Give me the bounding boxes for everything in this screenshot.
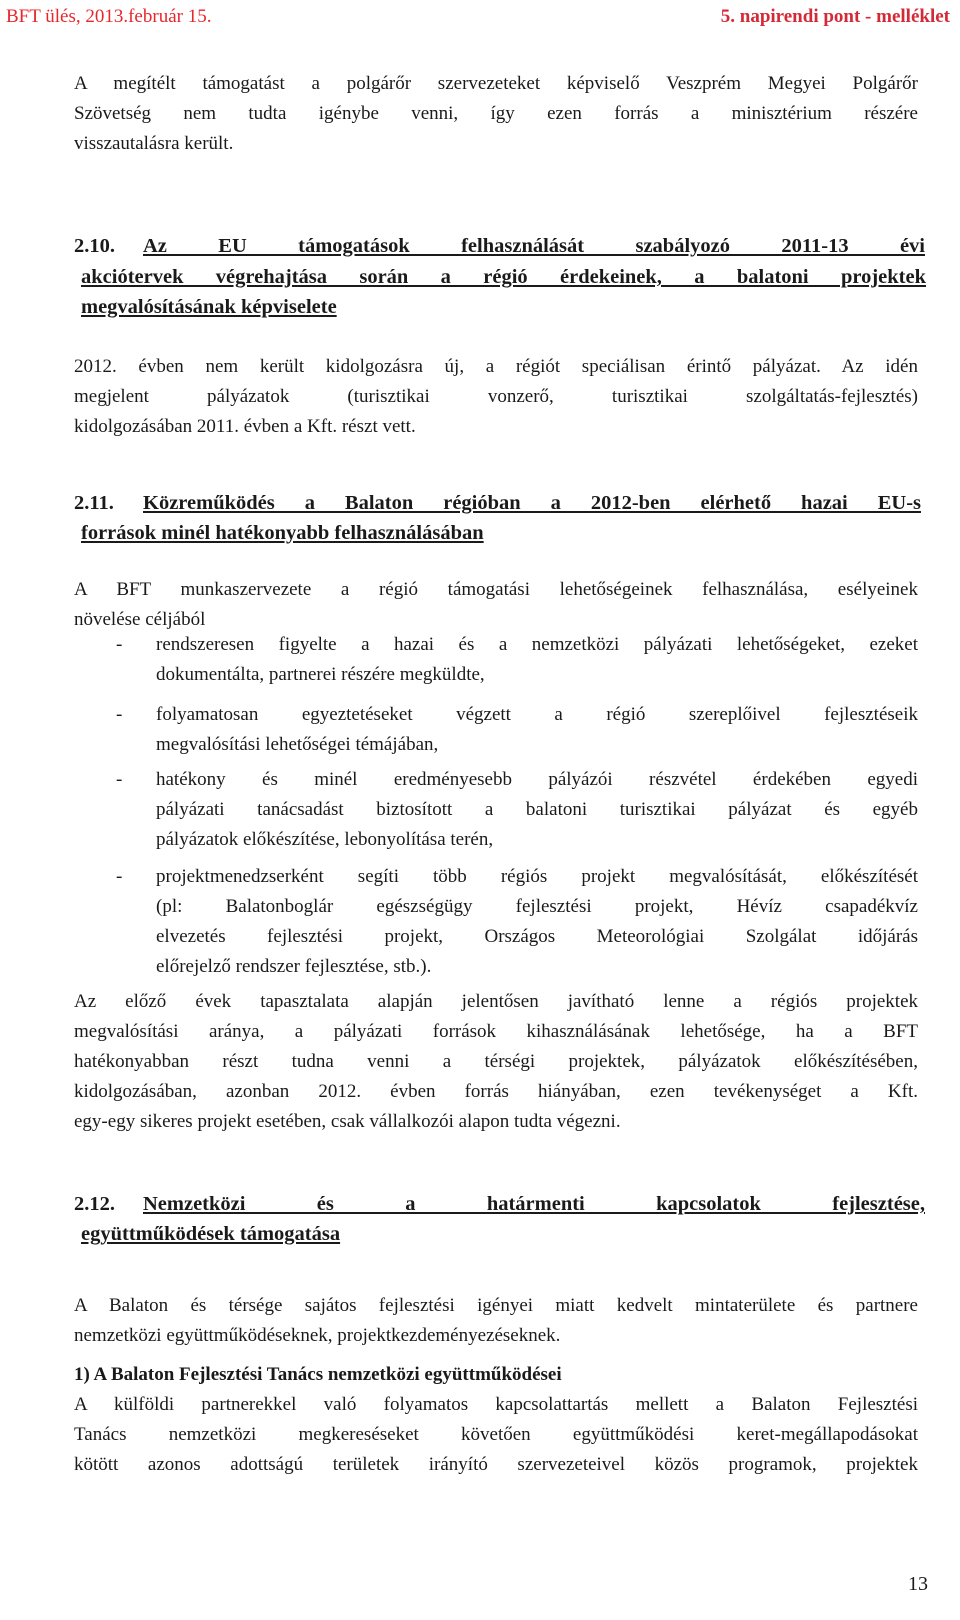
bullet-dash: - [116,769,123,790]
section-title-line: együttműködések támogatása [81,1223,341,1245]
text-line: Az előző évek tapasztalata alapján jelentősen javítható lenne a régiós projektek [74,991,918,1012]
text-line: hatékonyabban részt tudna venni a térségi projektek, pályázatok előkészítésében, [74,1051,918,1072]
text-line: hatékony és minél eredményesebb pályázói részvétel érdekében egyedi [156,769,918,790]
text-line: A megítélt támogatást a polgárőr szervezeteket képviselő Veszprém Megyei Polgárőr [74,73,918,94]
header-left: BFT ülés, 2013.február 15. [6,6,212,27]
text-line: 2012. évben nem került kidolgozásra új, a régiót speciálisan érintő pályázat. Az idén [74,356,918,377]
text-line: nemzetközi együttműködéseknek, projektkezdeményezéseknek. [74,1325,561,1346]
text-line: A BFT munkaszervezete a régió támogatási lehetőségeinek felhasználása, esélyeinek [74,579,918,600]
bullet-dash: - [116,634,123,655]
text-line: (pl: Balatonboglár egészségügy fejlesztési projekt, Hévíz csapadékvíz [156,896,918,917]
text-line: projektmenedzserként segíti több régiós projekt megvalósítását, előkészítését [156,866,918,887]
page-number: 13 [908,1573,928,1595]
section-number: 2.11. [74,492,114,514]
text-line: visszautalásra került. [74,133,234,154]
text-line: elvezetés fejlesztési projekt, Országos Meteorológiai Szolgálat időjárás [156,926,918,947]
text-line: folyamatosan egyeztetéseket végzett a régió szereplőivel fejlesztéseik [156,704,918,725]
text-line: kidolgozásában 2011. évben a Kft. részt vett. [74,416,416,437]
paragraph-2 [74,352,918,442]
text-line: pályázatok előkészítése, lebonyolítása terén, [156,829,494,850]
text-line: rendszeresen figyelte a hazai és a nemzetközi pályázati lehetőségeket, ezeket [156,634,918,655]
text-line: 1) A Balaton Fejlesztési Tanács nemzetközi együttműködései [74,1364,562,1385]
text-line: növelése céljából [74,609,206,630]
section-title-line: akciótervek végrehajtása során a régió érdekeinek, a balatoni projektek [81,266,926,288]
paragraph-3 [74,575,918,635]
text-line: megvalósítási lehetőségei témájában, [156,734,439,755]
paragraph-5 [74,1291,918,1351]
text-line: A külföldi partnerekkel való folyamatos kapcsolattartás mellett a Balaton Fejlesztési [74,1394,918,1415]
text-line: megjelent pályázatok (turisztikai vonzerő, turisztikai szolgáltatás-fejlesztés) [74,386,918,407]
section-title-line: Közreműködés a Balaton régióban a 2012-ben elérhető hazai EU-s [143,492,921,514]
text-line: Szövetség nem tudta igénybe venni, így ezen forrás a minisztérium részére [74,103,918,124]
section-title-line: Az EU támogatások felhasználását szabályozó 2011-13 évi [143,235,925,257]
section-title-line: megvalósításának képviselete [81,296,337,318]
paragraph-4 [74,987,918,1137]
text-line: pályázati tanácsadást biztosított a balatoni turisztikai pályázat és egyéb [156,799,918,820]
text-line: A Balaton és térsége sajátos fejlesztési igényei miatt kedvelt mintaterülete és partnere [74,1295,918,1316]
text-line: előrejelző rendszer fejlesztése, stb.). [156,956,432,977]
text-line: Tanács nemzetközi megkereséseket követően együttműködési keret-megállapodásokat [74,1424,918,1445]
text-line: egy-egy sikeres projekt esetében, csak vállalkozói alapon tudta végezni. [74,1111,621,1132]
section-title-line: források minél hatékonyabb felhasználásában [81,522,484,544]
bullet-dash: - [116,866,123,887]
text-line: kötött azonos adottságú területek irányító szervezeteivel közös programok, projektek [74,1454,918,1475]
section-title-line: Nemzetközi és a határmenti kapcsolatok fejlesztése, [143,1193,925,1215]
text-line: kidolgozásában, azonban 2012. évben forrás hiányában, ezen tevékenységet a Kft. [74,1081,918,1102]
bullet-dash: - [116,704,123,725]
section-number: 2.12. [74,1193,115,1215]
section-number: 2.10. [74,235,115,257]
header-right: 5. napirendi pont - melléklet [720,6,950,27]
text-line: megvalósítási aránya, a pályázati források kihasználásának lehetősége, ha a BFT [74,1021,918,1042]
subsection-heading [74,1360,918,1390]
paragraph-6 [74,1390,918,1480]
paragraph-1 [74,69,918,159]
text-line: dokumentálta, partnerei részére megküldte, [156,664,485,685]
